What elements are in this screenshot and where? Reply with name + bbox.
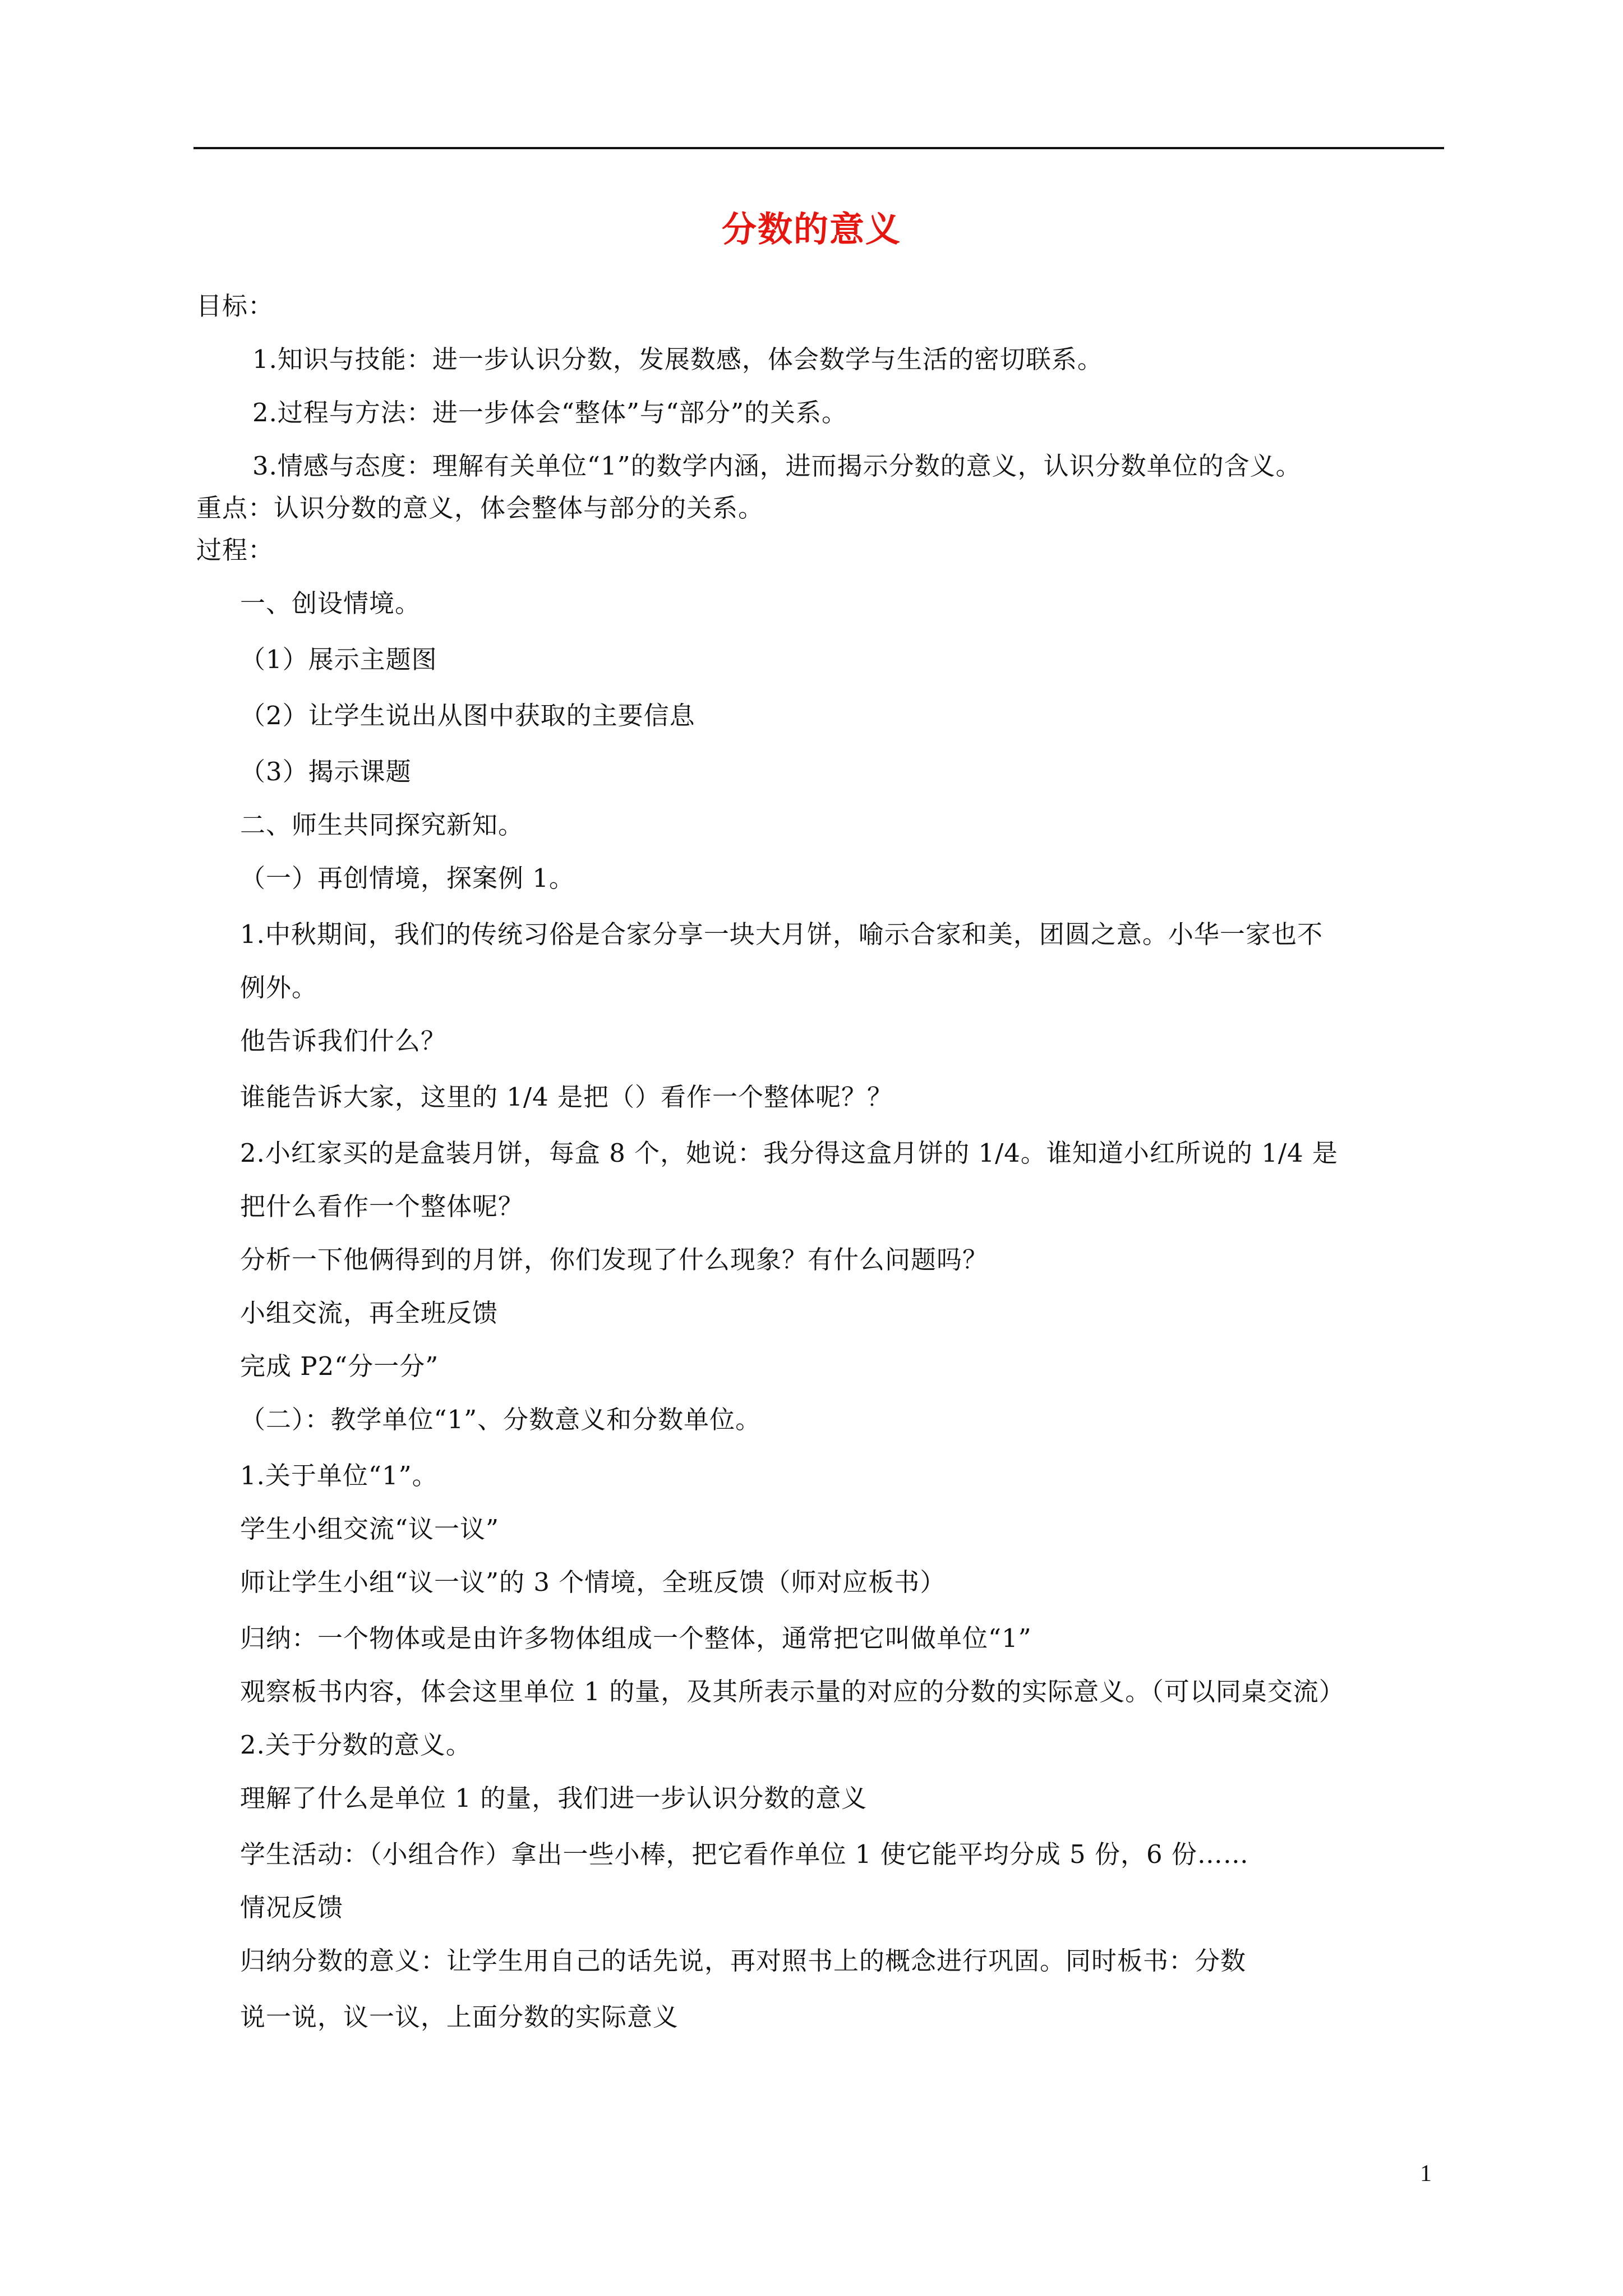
text-line: 情况反馈 bbox=[240, 1893, 344, 1922]
text-line: 例外。 bbox=[240, 973, 318, 1002]
text-line: 师让学生小组“议一议”的 3 个情境，全班反馈（师对应板书） bbox=[240, 1567, 946, 1597]
text-line: （1）展示主题图 bbox=[240, 645, 437, 674]
text-line: 说一说，议一议，上面分数的实际意义 bbox=[240, 2002, 679, 2032]
text-line: 学生活动：（小组合作）拿出一些小棒，把它看作单位 1 使它能平均分成 5 份，6 份…… bbox=[240, 1839, 1249, 1869]
text-line: （2）让学生说出从图中获取的主要信息 bbox=[240, 701, 695, 730]
text-line: （一）再创情境，探案例 1。 bbox=[240, 863, 575, 893]
text-line: 分析一下他俩得到的月饼，你们发现了什么现象？有什么问题吗？ bbox=[240, 1245, 989, 1274]
text-line-process-heading: 过程： bbox=[196, 535, 274, 565]
text-line: 1.关于单位“1”。 bbox=[240, 1461, 438, 1490]
text-line: 谁能告诉大家，这里的 1/4 是把（）看作一个整体呢？？ bbox=[240, 1082, 893, 1112]
text-line-goal-2: 2.过程与方法：进一步体会“整体”与“部分”的关系。 bbox=[252, 398, 847, 427]
page-number: 1 bbox=[1420, 2161, 1432, 2187]
text-line-goal-1: 1.知识与技能：进一步认识分数，发展数感，体会数学与生活的密切联系。 bbox=[252, 344, 1103, 374]
text-line: 2.关于分数的意义。 bbox=[240, 1730, 472, 1760]
text-line-goal-3: 3.情感与态度：理解有关单位“1”的数学内涵，进而揭示分数的意义，认识分数单位的含义。 bbox=[252, 451, 1302, 481]
text-line: 归纳分数的意义：让学生用自己的话先说，再对照书上的概念进行巩固。同时板书：分数 bbox=[240, 1946, 1247, 1976]
text-line: 学生小组交流“议一议” bbox=[240, 1514, 500, 1544]
header-rule bbox=[193, 147, 1444, 149]
text-line: 归纳：一个物体或是由许多物体组成一个整体，通常把它叫做单位“1” bbox=[240, 1623, 1032, 1653]
text-line: 一、创设情境。 bbox=[240, 588, 421, 618]
document-title: 分数的意义 bbox=[721, 209, 901, 250]
text-line: （二）：教学单位“1”、分数意义和分数单位。 bbox=[240, 1405, 762, 1434]
text-line: 把什么看作一个整体呢？ bbox=[240, 1191, 524, 1221]
text-line: 二、师生共同探究新知。 bbox=[240, 810, 524, 840]
text-line: 2.小红家买的是盒装月饼，每盒 8 个，她说：我分得这盒月饼的 1/4。谁知道小红所说的 1/4 是 bbox=[240, 1138, 1338, 1168]
text-line: 他告诉我们什么？ bbox=[240, 1026, 447, 1056]
text-line: （3）揭示课题 bbox=[240, 757, 412, 786]
text-line: 1.中秋期间，我们的传统习俗是合家分享一块大月饼，喻示合家和美，团圆之意。小华一家也不 bbox=[240, 919, 1323, 949]
text-line: 理解了什么是单位 1 的量，我们进一步认识分数的意义 bbox=[240, 1783, 868, 1813]
text-line-key-point: 重点：认识分数的意义，体会整体与部分的关系。 bbox=[196, 493, 764, 523]
text-line: 观察板书内容，体会这里单位 1 的量，及其所表示量的对应的分数的实际意义。（可以同桌交流） bbox=[240, 1677, 1345, 1706]
text-line: 小组交流，再全班反馈 bbox=[240, 1298, 499, 1328]
text-line-goals-heading: 目标： bbox=[196, 291, 274, 321]
text-line: 完成 P2“分一分” bbox=[240, 1351, 439, 1381]
